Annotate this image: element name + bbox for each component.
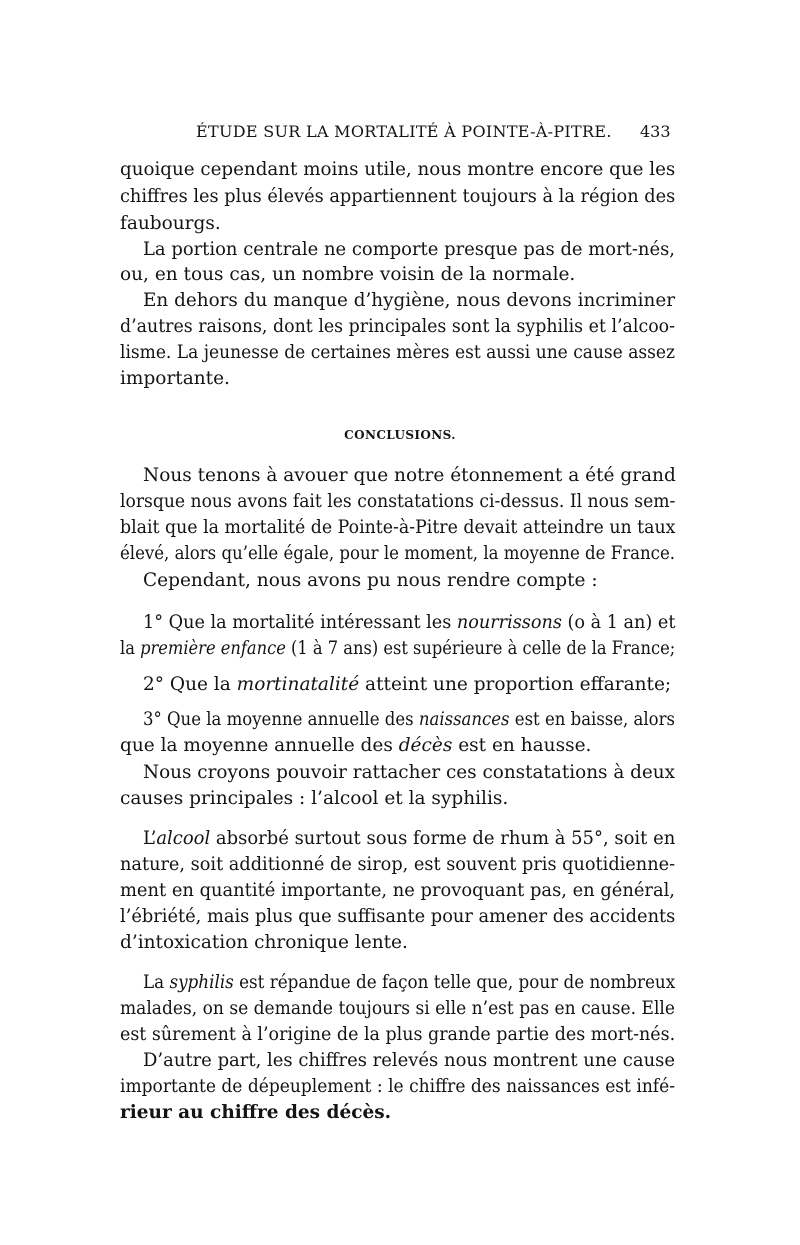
emphasis-bold: rieur au chiffre des décès. (120, 1102, 392, 1123)
text-line: Nous croyons pouvoir rattacher ces constatations à deux (143, 762, 676, 783)
text-line: 1° Que la mortalité intéressant les nourrissons (o à 1 an) et (143, 612, 676, 633)
text-line: importante de dépeuplement : le chiffre des naissances est infé- (120, 1076, 675, 1097)
text-line: 3° Que la moyenne annuelle des naissances est en baisse, alors (143, 709, 675, 730)
text-line: D’autre part, les chiffres relevés nous montrent une cause (143, 1050, 675, 1071)
text-line: lisme. La jeunesse de certaines mères est aussi une cause assez (120, 342, 675, 363)
text-line: importante. (120, 368, 230, 389)
text-line: La syphilis est répandue de façon telle que, pour de nombreux (143, 972, 676, 993)
running-header: ÉTUDE SUR LA MORTALITÉ À POINTE-À-PITRE. (196, 122, 612, 141)
section-heading: CONCLUSIONS. (344, 428, 456, 442)
text-line: d’autres raisons, dont les principales sont la syphilis et l’alcoo- (120, 316, 676, 337)
text-line: En dehors du manque d’hygiène, nous devons incriminer (143, 290, 675, 311)
text-line: la première enfance (1 à 7 ans) est supérieure à celle de la France; (120, 638, 676, 659)
text-line: Cependant, nous avons pu nous rendre compte : (143, 570, 598, 591)
text-line: causes principales : l’alcool et la syphilis. (120, 788, 509, 809)
text-line: faubourgs. (120, 213, 221, 234)
text-line: ment en quantité importante, ne provoquant pas, en général, (120, 880, 675, 901)
text-line: 2° Que la mortinatalité atteint une proportion effarante; (143, 674, 672, 695)
text-line: l’ébriété, mais plus que suffisante pour amener des accidents (120, 906, 676, 927)
text-line: chiffres les plus élevés appartiennent toujours à la région des (120, 186, 676, 207)
emphasis: décès (398, 735, 453, 756)
emphasis: syphilis (169, 972, 234, 993)
text-line: Nous tenons à avouer que notre étonnement a été grand (143, 465, 676, 486)
text-line: nature, soit additionné de sirop, est souvent pris quotidienne- (120, 854, 676, 875)
text-line: malades, on se demande toujours si elle n’est pas en cause. Elle (120, 998, 675, 1019)
emphasis: naissances (418, 709, 510, 730)
text-line: d’intoxication chronique lente. (120, 932, 408, 953)
text-line: ou, en tous cas, un nombre voisin de la normale. (120, 264, 576, 285)
text-line: La portion centrale ne comporte presque pas de mort-nés, (143, 239, 675, 260)
text-line: blait que la mortalité de Pointe-à-Pitre devait atteindre un taux (120, 517, 676, 538)
text-line: élevé, alors qu’elle égale, pour le moment, la moyenne de France. (120, 543, 676, 564)
text-line: lorsque nous avons fait les constatations ci-dessus. Il nous sem- (120, 491, 676, 512)
emphasis: mortinatalité (236, 674, 360, 695)
text-line: L’alcool absorbé surtout sous forme de rhum à 55°, soit en (143, 828, 676, 849)
text-line (120, 1100, 675, 1126)
emphasis: nourrissons (456, 612, 562, 633)
page-number: 433 (640, 122, 671, 141)
text-line: est sûrement à l’origine de la plus grande partie des mort-nés. (120, 1024, 676, 1045)
text-line: que la moyenne annuelle des décès est en hausse. (120, 735, 592, 756)
emphasis: première enfance (140, 638, 286, 659)
emphasis: alcool (156, 828, 211, 849)
text-line: quoique cependant moins utile, nous montre encore que les (120, 159, 676, 180)
